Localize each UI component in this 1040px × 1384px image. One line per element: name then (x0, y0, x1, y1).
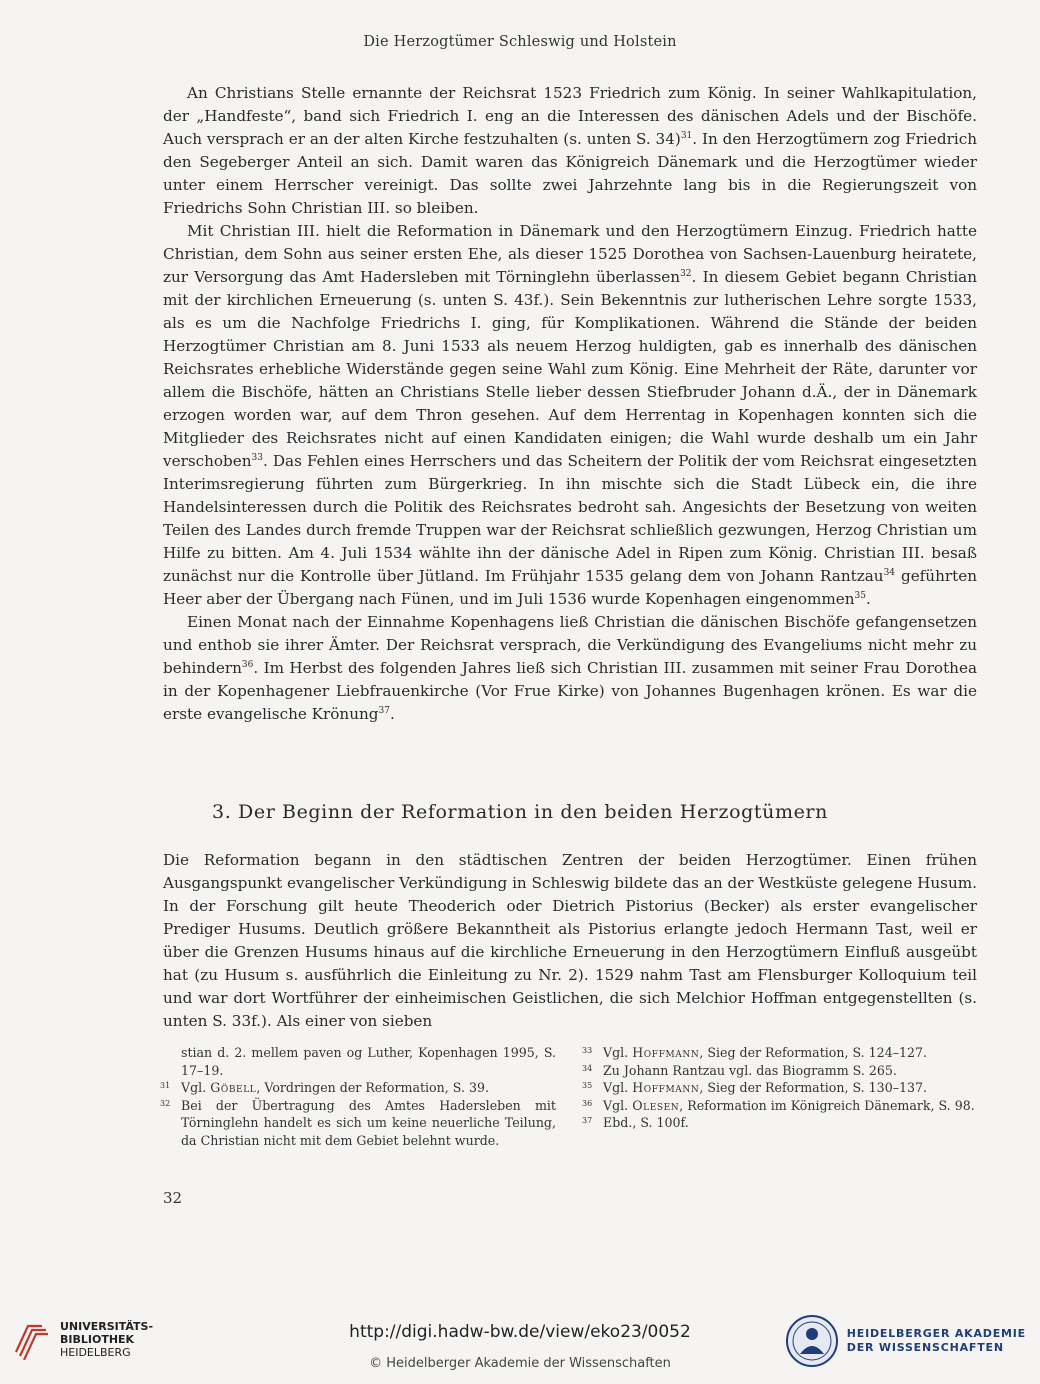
footnote-text: stian d. 2. mellem paven og Luther, Kopenhagen 1995, S. 17–19. (181, 1045, 556, 1078)
footnote-text: Vgl. Olesen, Reformation im Königreich Dänemark, S. 98. (603, 1097, 975, 1113)
main-text (163, 82, 977, 726)
footnote (582, 1044, 978, 1062)
footnotes-left (160, 1044, 556, 1149)
paragraph: Mit Christian III. hielt die Reformation in Dänemark und den Herzogtümern Einzug. Friedrich hatte Christian, dem Sohn aus seiner ersten Ehe, als dieser 1525 Dorothea von Sachsen-Lauenburg heiratete, zur Versorgung das Amt Hadersleben mit Törninglehn überlassen$^{32}$. In diesem Gebiet begann Christian mit der kirchlichen Erneuerung (s. unten S. 43f.). Sein Bekenntnis zur lutherischen Lehre sorgte 1533, als es um die Nachfolge Friedrichs I. ging, für Komplikationen. Während die Stände der beiden Herzogtümer Christian am 8. Juni 1533 als neuem Herzog huldigten, gab es innerhalb des dänischen Reichsrates erhebliche Widerstände gegen seine Wahl zum König. Eine Mehrheit der Räte, darunter vor allem die Bischöfe, hätten an Christians Stelle lieber dessen Stiefbruder Johann d.Ä., der in Dänemark erzogen worden war, auf dem Thron gesehen. Auf dem Herrentag in Kopenhagen konnten sich die Mitglieder des Reichsrates nicht auf einen Kandidaten einigen; die Wahl wurde deshalb um ein Jahr verschoben$^{33}$. Das Fehlen eines Herrschers und das Scheitern der Politik der vom Reichsrat eingesetzten Interimsregierung führten zum Bürgerkrieg. In ihn mischte sich die Stadt Lübeck ein, die ihre Handelsinteressen durch die Politik des Reichsrates bedroht sah. Angesichts der Besetzung von weiten Teilen des Landes durch fremde Truppen war der Reichsrat schließlich gezwungen, Herzog Christian um Hilfe zu bitten. Am 4. Juli 1534 wählte ihn der dänische Adel in Ripen zum König. Christian III. besaß zunächst nur die Kontrolle über Jütland. Im Frühjahr 1535 gelang dem von Johann Rantzau$^{34}$ geführten Heer aber der Übergang nach Fünen, und im Juli 1536 wurde Kopenhagen eingenommen$^{35}$. (163, 222, 978, 608)
footnote-marker[interactable]: 36 (241, 659, 254, 670)
footnote (582, 1114, 978, 1132)
footnote-number: 34 (582, 1063, 593, 1073)
author-name: Hoffmann (632, 1080, 700, 1095)
footnote-number: 37 (582, 1116, 593, 1125)
footnote-text: Vgl. Hoffmann, Sieg der Reformation, S. 130–137. (603, 1080, 928, 1095)
academy-seal-icon (785, 1314, 839, 1368)
footnote (160, 1044, 556, 1079)
section-text (163, 849, 977, 1033)
footnote-number: 33 (582, 1046, 593, 1055)
footnote-text: Zu Johann Rantzau vgl. das Biogramm S. 265. (603, 1062, 897, 1078)
footnote-marker[interactable]: 32 (680, 268, 692, 279)
author-name: Göbell (210, 1080, 257, 1095)
paragraph: An Christians Stelle ernannte der Reichsrat 1523 Friedrich zum König. In seiner Wahlkapitulation, der „Handfeste“, band sich Friedrich I. eng an die Interessen des dänischen Adels und der Bischöfe. Auch versprach er an der alten Kirche festzuhalten (s. unten S. 34)$^{31}$. In den Herzogtümern zog Friedrich den Segeberger Anteil an sich. Damit waren das Königreich Dänemark und die Herzogtümer wieder unter einem Herrscher vereinigt. Das sollte zwei Jahrzehnte lang bis in die Regierungszeit von Friedrichs Sohn Christian III. so bleiben. (163, 84, 977, 217)
footnote-text: Bei der Übertragung des Amtes Hadersleben mit Törninglehn handelt es sich um keine neuerliche Teilung, da Christian nicht mit dem Gebiet belehnt wurde. (181, 1097, 556, 1148)
footnote (160, 1097, 556, 1150)
footnote-marker[interactable]: 33 (251, 452, 263, 463)
footnote (582, 1079, 978, 1097)
footnote-marker[interactable]: 34 (883, 567, 896, 578)
footnote-number: 35 (582, 1081, 593, 1090)
footnote-marker[interactable]: 37 (378, 705, 390, 716)
footnote-marker[interactable]: 31 (680, 130, 693, 141)
footnote-number: 32 (160, 1098, 171, 1108)
running-head: Die Herzogtümer Schleswig und Holstein (363, 34, 677, 50)
library-name: UNIVERSITÄTS- BIBLIOTHEK HEIDELBERG (60, 1319, 154, 1359)
paragraph: Die Reformation begann in den städtischen Zentren der beiden Herzogtümer. Einen frühen Ausgangspunkt evangelischer Verkündigung in Schleswig bildete das an der Westküste gelegene Husum. In der Forschung gilt heute Theoderich oder Dietrich Pistorius (Becker) als erster evangelischer Prediger Husums. Deutlich größere Bekanntheit als Pistorius erlangte jedoch Hermann Tast, weil er über die Grenzen Husums hinaus auf die kirchliche Erneuerung in den Herzogtümern Einfluß ausgeübt hat (zu Husum s. ausführlich die Einleitung zu Nr. 2). 1529 nahm Tast am Flensburger Kolloquium teil und war dort Wortführer der einheimischen Geistlichen, die sich Melchior Hoffman entgegenstellten (s. unten S. 33f.). Als einer von sieben (163, 851, 977, 1030)
page-number: 32 (163, 1189, 183, 1207)
footnote-text: Ebd., S. 100f. (603, 1115, 689, 1130)
footnote (582, 1062, 978, 1080)
copyright-notice: © Heidelberger Akademie der Wissenschaften (369, 1356, 671, 1371)
footer-bar (0, 1306, 1040, 1384)
footnote-number: 31 (160, 1081, 171, 1090)
footnote-text: Vgl. Hoffmann, Sieg der Reformation, S. 124–127. (603, 1045, 928, 1060)
footnotes-right (582, 1044, 978, 1149)
footnote (582, 1097, 978, 1115)
footnote (160, 1079, 556, 1097)
permalink-url[interactable]: http://digi.hadw-bw.de/view/eko23/0052 (349, 1322, 691, 1342)
footnote-text: Vgl. Göbell, Vordringen der Reformation, S. 39. (181, 1080, 489, 1095)
academy-name: HEIDELBERGER AKADEMIE DER WISSENSCHAFTEN (846, 1327, 1026, 1354)
academy-logo[interactable] (785, 1314, 1026, 1368)
author-name: Olesen (632, 1097, 680, 1113)
footnote-number (160, 1044, 181, 1079)
author-name: Hoffmann (632, 1045, 700, 1060)
footnote-marker[interactable]: 35 (854, 590, 866, 601)
paragraph: Einen Monat nach der Einnahme Kopenhagens ließ Christian die dänischen Bischöfe gefangensetzen und enthob sie ihrer Ämter. Der Reichsrat versprach, die Verkündigung des Evangeliums nicht mehr zu behindern$^{36}$. Im Herbst des folgenden Jahres ließ sich Christian III. zusammen mit seiner Frau Dorothea in der Kopenhagener Liebfrauenkirche (Vor Frue Kirke) von Johannes Bugenhagen krönen. Es war die erste evangelische Krönung$^{37}$. (163, 613, 977, 723)
footnote-number: 36 (582, 1098, 593, 1108)
footnotes (160, 1044, 978, 1149)
section-heading: 3. Der Beginn der Reformation in den beiden Herzogtümern (212, 801, 828, 823)
